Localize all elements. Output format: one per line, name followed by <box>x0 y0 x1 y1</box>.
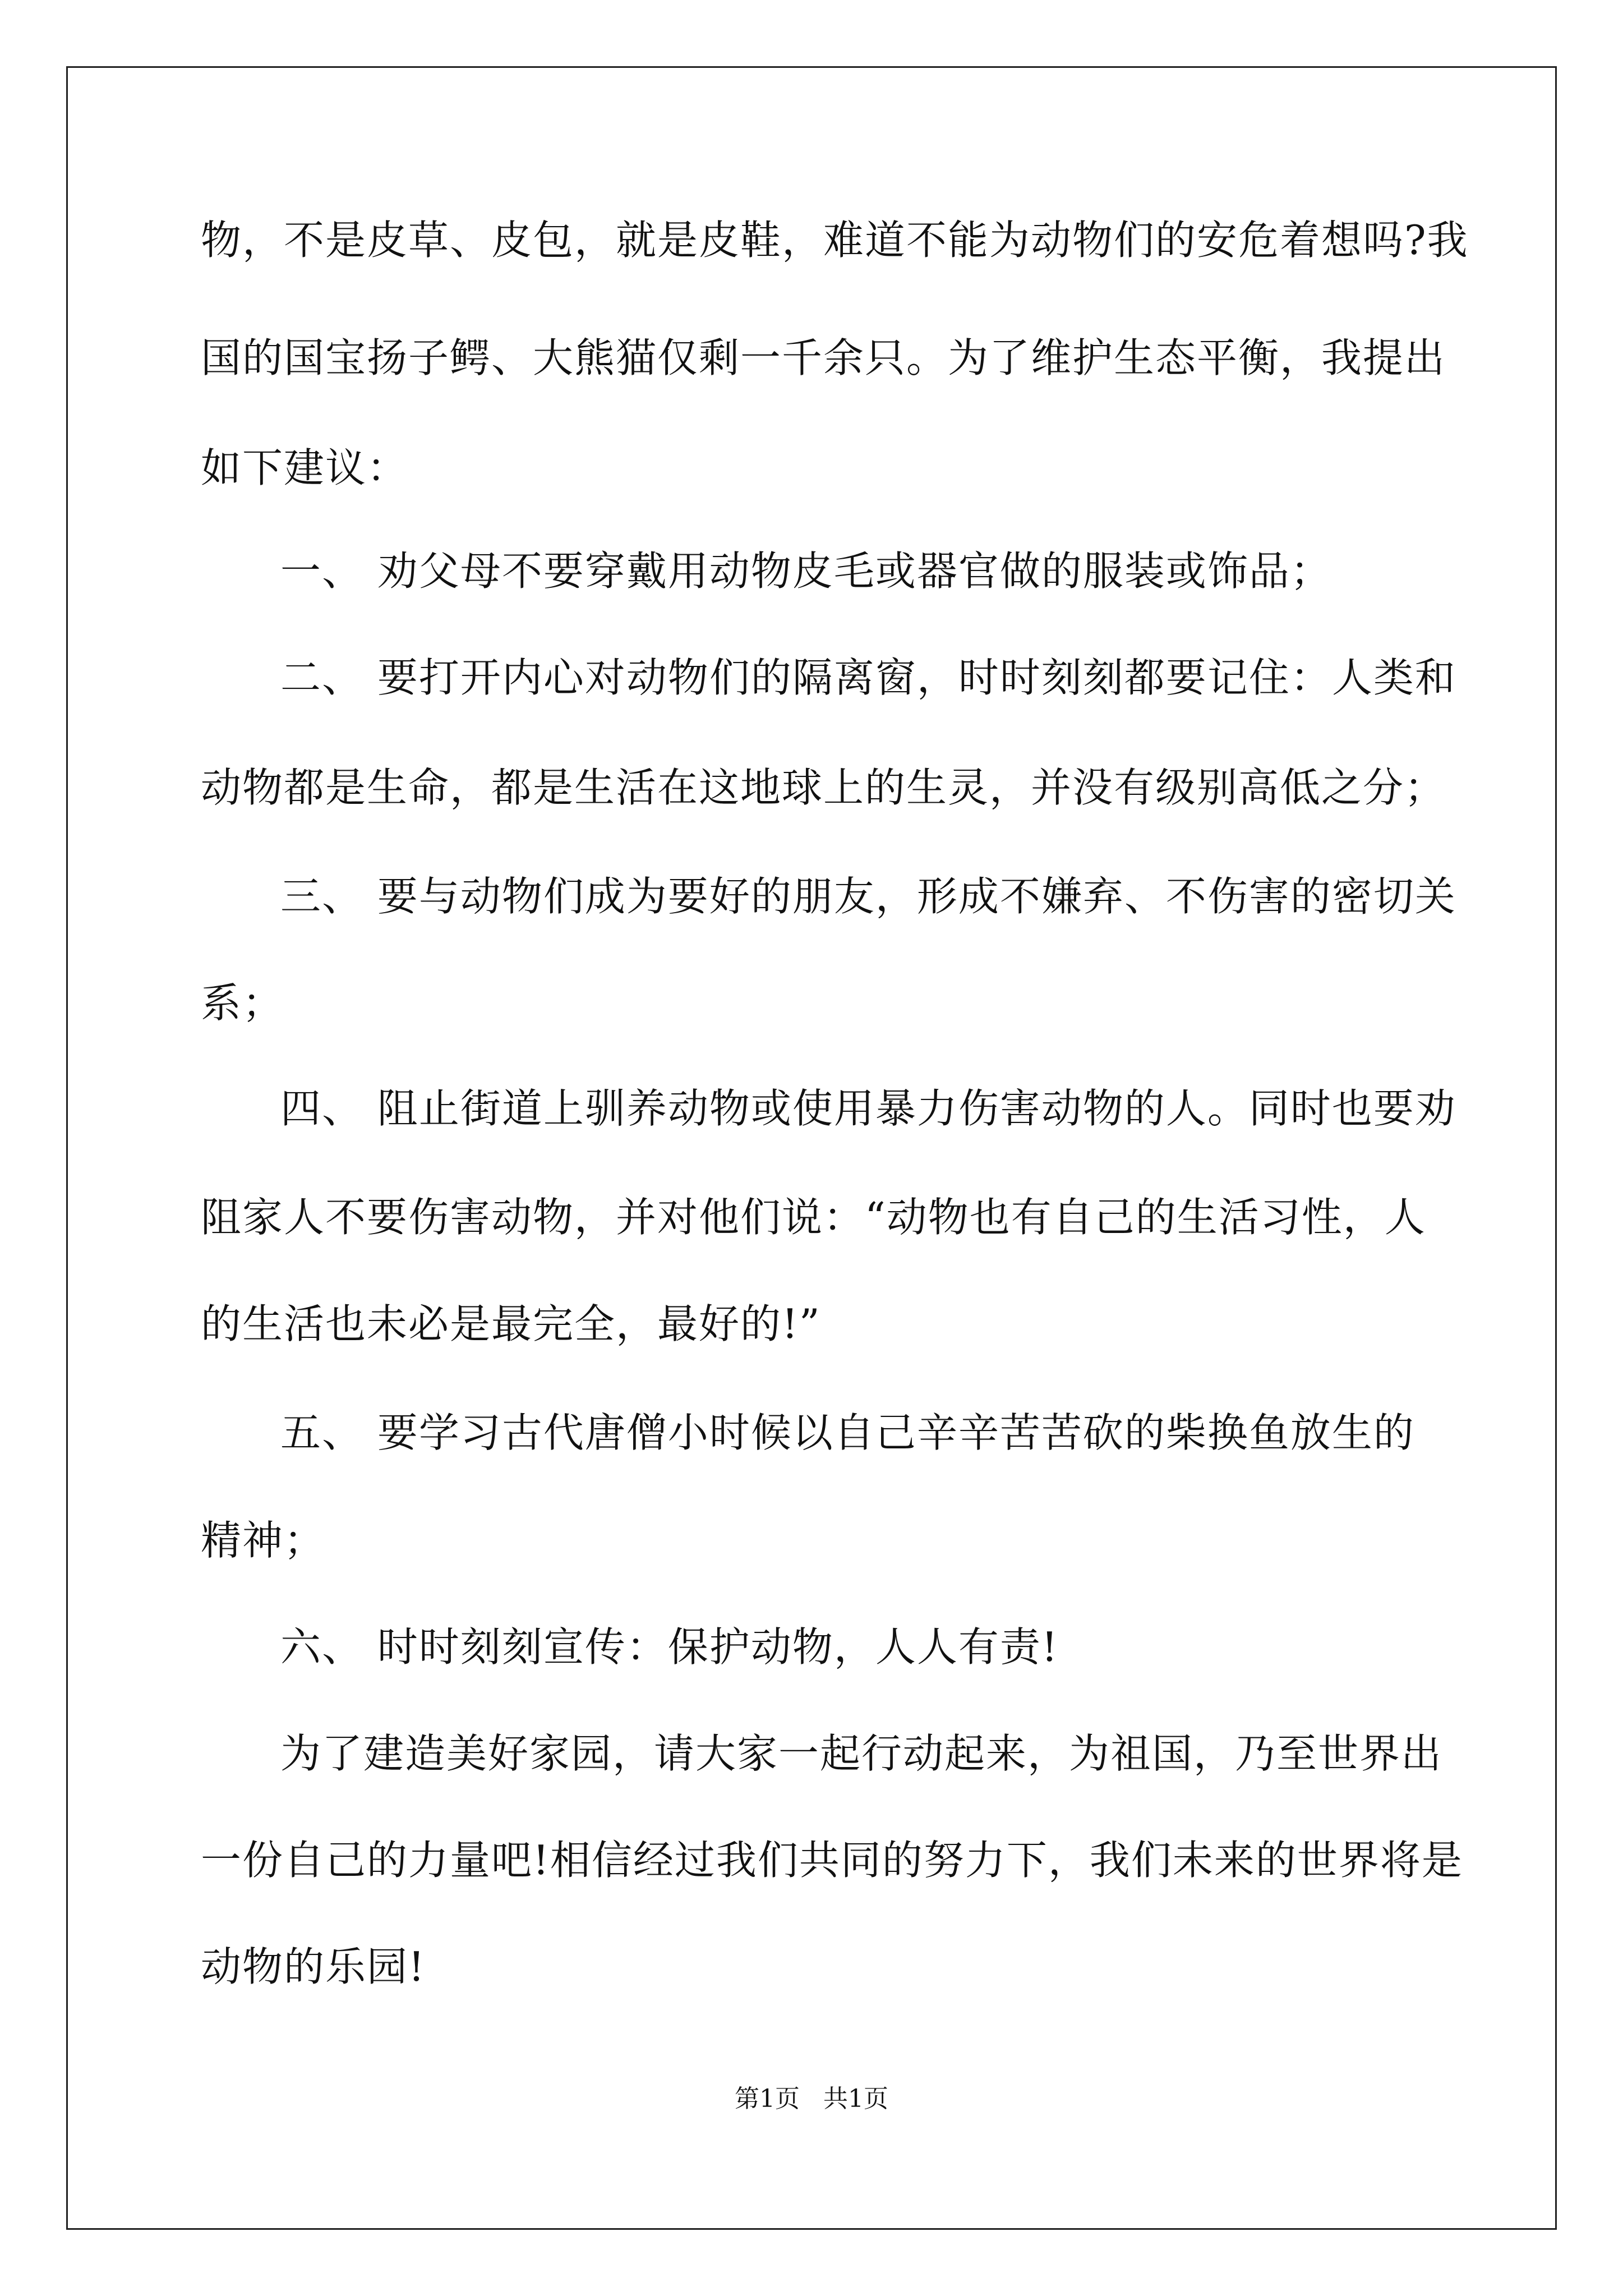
text-line-3: 如下建议： <box>201 444 409 491</box>
text-line-7: 三、 要与动物们成为要好的朋友，形成不嫌弃、不伤害的密切关 <box>280 873 1456 920</box>
text-line-1: 物，不是皮草、皮包，就是皮鞋，难道不能为动物们的安危着想吗?我 <box>201 217 1469 264</box>
text-line-9: 四、 阻止街道上驯养动物或使用暴力伤害动物的人。同时也要劝 <box>280 1085 1456 1132</box>
text-line-10: 阻家人不要伤害动物，并对他们说：“动物也有自己的生活习性，人 <box>201 1194 1426 1241</box>
text-line-11: 的生活也未必是最完全，最好的!” <box>201 1300 821 1347</box>
text-line-16: 一份自己的力量吧!相信经过我们共同的努力下，我们未来的世界将是 <box>201 1837 1463 1884</box>
text-line-12: 五、 要学习古代唐僧小时候以自己辛辛苦苦砍的柴换鱼放生的 <box>280 1409 1415 1456</box>
text-line-8: 系； <box>201 979 284 1027</box>
page-footer <box>0 2087 1623 2111</box>
text-line-14: 六、 时时刻刻宣传：保护动物，人人有责! <box>280 1623 1059 1671</box>
text-line-17: 动物的乐园! <box>201 1943 426 1990</box>
page-border <box>66 66 1557 2230</box>
text-line-13: 精神； <box>201 1517 326 1564</box>
text-line-5: 二、 要打开内心对动物们的隔离窗，时时刻刻都要记住：人类和 <box>280 654 1456 701</box>
text-line-4: 一、 劝父母不要穿戴用动物皮毛或器官做的服装或饰品； <box>280 547 1332 595</box>
page-total: 共1页 <box>823 2085 888 2113</box>
text-line-15: 为了建造美好家园，请大家一起行动起来，为祖国，乃至世界出 <box>280 1730 1443 1777</box>
text-line-6: 动物都是生命，都是生活在这地球上的生灵，并没有级别高低之分； <box>201 764 1446 811</box>
text-line-2: 国的国宝扬子鳄、大熊猫仅剩一千余只。为了维护生态平衡，我提出 <box>201 334 1446 381</box>
page-number: 第1页 <box>735 2085 800 2113</box>
